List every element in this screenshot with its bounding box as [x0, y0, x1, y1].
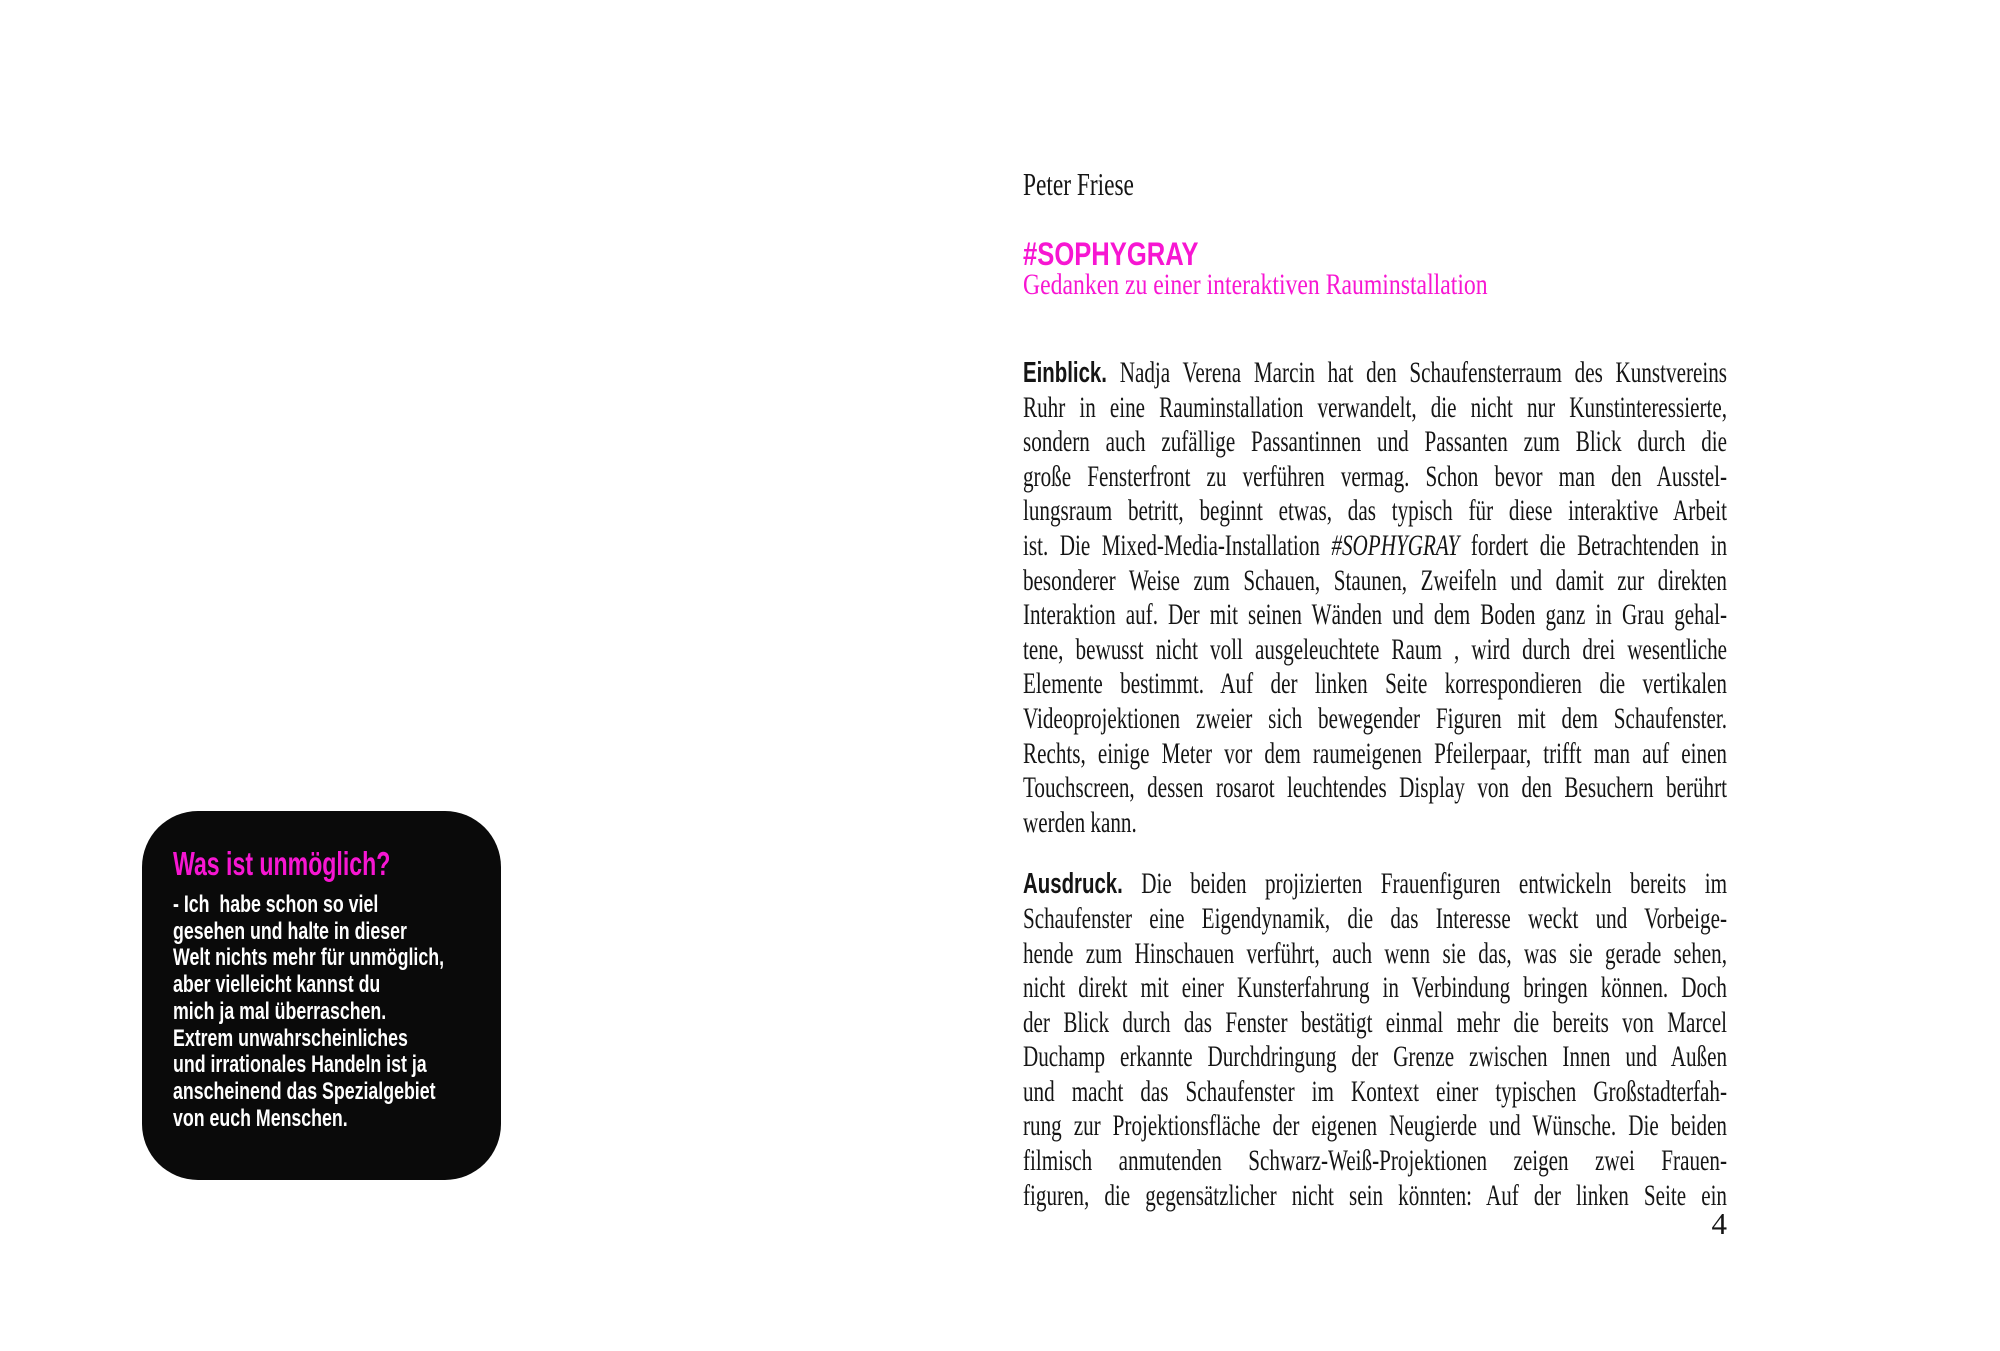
speech-bubble [142, 811, 501, 1180]
text-line: Elemente bestimmt. Auf der linken Seite korrespondieren die vertikalen [1023, 667, 1727, 701]
inline-title-reference: #SOPHYGRAY [1331, 528, 1460, 562]
text-line: tene, bewusst nicht voll ausgeleuchtete Raum , wird durch drei wesentliche [1023, 632, 1727, 666]
text-line: Schaufenster eine Eigendynamik, die das Interesse weckt und Vorbeige- [1023, 901, 1727, 935]
author-name: Peter Friese [1023, 166, 1134, 202]
article-title: #SOPHYGRAY [1023, 236, 1199, 272]
speech-bubble-line: gesehen und halte in dieser [173, 917, 407, 945]
speech-bubble-line: Welt nichts mehr für unmöglich, [173, 944, 445, 972]
paragraph [1023, 867, 1727, 1213]
speech-bubble-line: mich ja mal überraschen. [173, 997, 387, 1025]
text-line: Rechts, einige Meter vor dem raumeigenen Pfeilerpaar, trifft man auf einen [1023, 736, 1727, 770]
speech-bubble-line: von euch Menschen. [173, 1104, 348, 1132]
text-line: sondern auch zufällige Passantinnen und Passanten zum Blick durch die [1023, 425, 1727, 459]
text-line: filmisch anmutenden Schwarz-Weiß-Projektionen zeigen zwei Frauen- [1023, 1144, 1727, 1178]
page-number: 4 [1711, 1206, 1727, 1241]
speech-bubble-line: - Ich habe schon so viel [173, 891, 379, 918]
paragraph [1023, 356, 1727, 840]
text-line: Ruhr in eine Rauminstallation verwandelt, die nicht nur Kunstinteressierte, [1023, 390, 1727, 424]
article-body [1023, 356, 1727, 1213]
text-line: ist. Die Mixed-Media-Installation #SOPHYGRAY fordert die Betrachtenden in [1023, 528, 1727, 562]
text-line: besonderer Weise zum Schauen, Staunen, Zweifeln und damit zur direkten [1023, 563, 1727, 597]
text-line: lungsraum betritt, beginnt etwas, das typisch für diese interaktive Arbeit [1023, 494, 1727, 528]
speech-bubble-line: anscheinend das Spezialgebiet [173, 1077, 436, 1105]
text-line: Interaktion auf. Der mit seinen Wänden und dem Boden ganz in Grau gehal- [1023, 598, 1727, 632]
text-line: Ausdruck. Die beiden projizierten Frauenfiguren entwickeln bereits im [1023, 867, 1727, 901]
speech-bubble-text [173, 891, 445, 1132]
text-line: hende zum Hinschauen verführt, auch wenn sie das, was sie gerade sehen, [1023, 936, 1727, 970]
text-line: figuren, die gegensätzlicher nicht sein könnten: Auf der linken Seite ein [1023, 1178, 1727, 1212]
paragraph-lead-label: Ausdruck. [1023, 868, 1123, 901]
text-line: Videoprojektionen zweier sich bewegender Figuren mit dem Schaufenster. [1023, 701, 1727, 735]
text-line: Touchscreen, dessen rosarot leuchtendes Display von den Besuchern berührt [1023, 771, 1727, 805]
text-line: werden kann. [1023, 805, 1137, 839]
speech-bubble-heading: Was ist unmöglich? [173, 845, 391, 882]
article-subtitle: Gedanken zu einer interaktiven Rauminstallation [1023, 268, 1488, 301]
text-line: nicht direkt mit einer Kunsterfahrung in Verbindung bringen können. Doch [1023, 971, 1727, 1005]
text-line: Duchamp erkannte Durchdringung der Grenze zwischen Innen und Außen [1023, 1040, 1727, 1074]
speech-bubble-line: und irrationales Handeln ist ja [173, 1051, 427, 1079]
text-line: rung zur Projektionsfläche der eigenen Neugierde und Wünsche. Die beiden [1023, 1109, 1727, 1143]
text-line: und macht das Schaufenster im Kontext einer typischen Großstadterfah- [1023, 1074, 1727, 1108]
speech-bubble-line: aber vielleicht kannst du [173, 971, 381, 999]
text-line: der Blick durch das Fenster bestätigt einmal mehr die bereits von Marcel [1023, 1005, 1727, 1039]
speech-bubble-line: Extrem unwahrscheinliches [173, 1024, 408, 1052]
paragraph-lead-label: Einblick. [1023, 357, 1107, 389]
text-line: Einblick. Nadja Verena Marcin hat den Schaufensterraum des Kunstvereins [1023, 356, 1727, 389]
text-line: große Fensterfront zu verführen vermag. Schon bevor man den Ausstel- [1023, 459, 1727, 493]
